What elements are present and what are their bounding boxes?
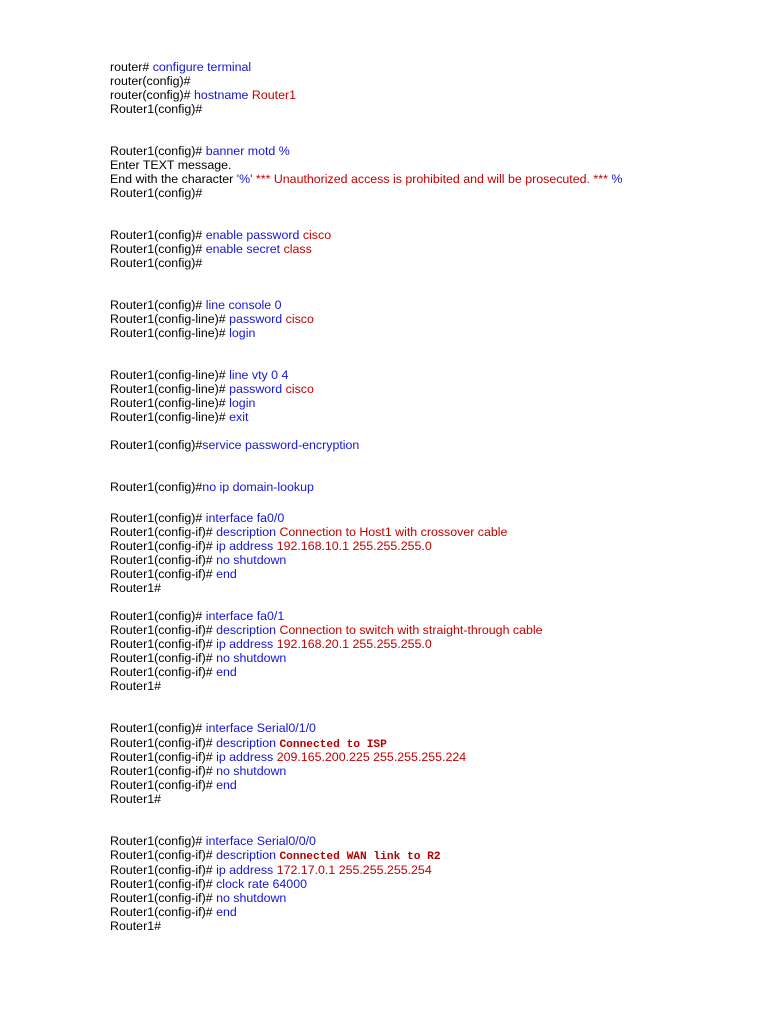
command-text: end <box>216 567 237 581</box>
prompt-text: Enter TEXT message. <box>110 158 232 172</box>
config-line <box>110 480 314 494</box>
prompt-text: Router1(config)# <box>110 511 206 525</box>
config-line <box>110 438 359 452</box>
command-text: end <box>216 905 237 919</box>
prompt-text: Router1# <box>110 679 161 693</box>
value-text: Connection to Host1 with crossover cable <box>279 525 508 539</box>
prompt-text: Router1(config-if)# <box>110 891 217 905</box>
prompt-text: Router1(config)# <box>110 480 203 494</box>
command-text: no shutdown <box>216 764 287 778</box>
command-text: line console 0 <box>205 298 282 312</box>
command-text: ip address <box>216 863 277 877</box>
value-text: Connection to switch with straight-through cable <box>279 623 543 637</box>
prompt-text: Router1(config-line)# <box>110 326 230 340</box>
command-text: description <box>216 623 280 637</box>
command-text: clock rate 64000 <box>216 877 307 891</box>
config-line <box>110 609 284 623</box>
config-line <box>110 256 202 270</box>
config-line <box>110 242 312 256</box>
command-text: exit <box>229 410 249 424</box>
value-text: 172.17.0.1 255.255.255.254 <box>276 863 432 877</box>
prompt-text: Router1(config-line)# <box>110 396 230 410</box>
prompt-text: Router1(config)# <box>110 256 203 270</box>
value-text: 192.168.20.1 255.255.255.0 <box>276 637 432 651</box>
prompt-text: Router1(config)# <box>110 242 206 256</box>
config-line <box>110 848 441 862</box>
config-line <box>110 511 284 525</box>
value-text: 192.168.10.1 255.255.255.0 <box>276 539 432 553</box>
command-text: enable secret <box>205 242 284 256</box>
value-text: class <box>283 242 312 256</box>
value-text: *** Unauthorized access is prohibited and will be prosecuted. *** <box>252 172 608 186</box>
config-line <box>110 60 251 74</box>
prompt-text: Router1(config)# <box>110 186 203 200</box>
config-line <box>110 651 286 665</box>
config-line <box>110 764 286 778</box>
prompt-text: Router1(config-if)# <box>110 623 217 637</box>
prompt-text: Router1(config-if)# <box>110 764 217 778</box>
command-text: line vty 0 4 <box>229 368 289 382</box>
config-line <box>110 905 237 919</box>
prompt-text: Router1(config)# <box>110 298 206 312</box>
prompt-text: Router1(config-if)# <box>110 877 217 891</box>
prompt-text: Router1(config-if)# <box>110 848 217 862</box>
prompt-text: Router1(config)# <box>110 228 206 242</box>
command-text: ip address <box>216 539 277 553</box>
value-text: Connected to ISP <box>279 739 387 751</box>
config-line <box>110 74 191 88</box>
config-line <box>110 312 314 326</box>
value-text: Connected WAN link to R2 <box>279 851 441 863</box>
prompt-text: Router1(config)# <box>110 834 206 848</box>
command-text: no shutdown <box>216 553 287 567</box>
config-line <box>110 553 286 567</box>
prompt-text: Router1(config-if)# <box>110 778 217 792</box>
command-text: hostname <box>194 88 252 102</box>
value-text: Router1 <box>251 88 296 102</box>
command-text: service password-encryption <box>202 438 360 452</box>
prompt-text: Router1(config)# <box>110 102 203 116</box>
config-line <box>110 736 387 750</box>
prompt-text: Router1(config-line)# <box>110 368 230 382</box>
command-text: enable password <box>205 228 303 242</box>
command-text: description <box>216 525 280 539</box>
command-text: password <box>229 382 286 396</box>
config-line <box>110 581 161 595</box>
prompt-text: router(config)# <box>110 88 195 102</box>
config-line <box>110 368 288 382</box>
prompt-text: Router1(config)# <box>110 144 206 158</box>
config-line <box>110 877 307 891</box>
config-line <box>110 679 161 693</box>
config-line <box>110 567 237 581</box>
config-line <box>110 721 316 735</box>
command-text: '%' <box>236 172 253 186</box>
command-text: description <box>216 848 280 862</box>
value-text: 209.165.200.225 255.255.255.224 <box>276 750 467 764</box>
config-line <box>110 228 331 242</box>
prompt-text: Router1(config-if)# <box>110 750 217 764</box>
prompt-text: Router1(config-if)# <box>110 637 217 651</box>
command-text: login <box>229 326 256 340</box>
config-line <box>110 382 314 396</box>
config-line <box>110 637 432 651</box>
prompt-text: Router1(config)# <box>110 438 203 452</box>
config-line <box>110 410 248 424</box>
config-line <box>110 665 237 679</box>
value-text: cisco <box>285 312 314 326</box>
command-text: end <box>216 665 237 679</box>
config-line <box>110 88 296 102</box>
command-text: no shutdown <box>216 651 287 665</box>
prompt-text: Router1(config-line)# <box>110 382 230 396</box>
config-line <box>110 525 507 539</box>
prompt-text: router# <box>110 60 153 74</box>
command-text: configure terminal <box>152 60 252 74</box>
command-text: interface Serial0/1/0 <box>205 721 316 735</box>
command-text: interface fa0/0 <box>205 511 285 525</box>
config-line <box>110 172 622 186</box>
command-text: login <box>229 396 256 410</box>
command-text: end <box>216 778 237 792</box>
command-text: ip address <box>216 750 277 764</box>
value-text: cisco <box>285 382 314 396</box>
config-line <box>110 778 237 792</box>
command-text: description <box>216 736 280 750</box>
config-line <box>110 863 432 877</box>
config-line <box>110 144 290 158</box>
prompt-text: Router1# <box>110 792 161 806</box>
prompt-text: Router1(config-if)# <box>110 525 217 539</box>
config-line <box>110 539 432 553</box>
prompt-text: Router1(config-if)# <box>110 736 217 750</box>
prompt-text: Router1(config-if)# <box>110 553 217 567</box>
config-line <box>110 326 255 340</box>
config-line <box>110 102 202 116</box>
config-line <box>110 750 466 764</box>
command-text: interface fa0/1 <box>205 609 285 623</box>
config-line <box>110 396 255 410</box>
command-text: interface Serial0/0/0 <box>205 834 316 848</box>
value-text: cisco <box>302 228 332 242</box>
prompt-text: Router1(config-if)# <box>110 567 217 581</box>
prompt-text: Router1(config)# <box>110 609 206 623</box>
config-line <box>110 298 282 312</box>
config-line <box>110 891 286 905</box>
prompt-text: Router1(config-if)# <box>110 863 217 877</box>
command-text: no shutdown <box>216 891 287 905</box>
config-line <box>110 834 316 848</box>
config-line <box>110 623 543 637</box>
command-text: % <box>607 172 623 186</box>
config-line <box>110 186 202 200</box>
prompt-text: Router1# <box>110 919 161 933</box>
config-line <box>110 792 161 806</box>
prompt-text: Router1(config-if)# <box>110 665 217 679</box>
prompt-text: End with the character <box>110 172 237 186</box>
prompt-text: Router1(config-if)# <box>110 651 217 665</box>
prompt-text: Router1(config-line)# <box>110 410 230 424</box>
prompt-text: Router1(config-if)# <box>110 905 217 919</box>
prompt-text: Router1(config-line)# <box>110 312 230 326</box>
prompt-text: Router1(config-if)# <box>110 539 217 553</box>
prompt-text: Router1(config)# <box>110 721 206 735</box>
config-line <box>110 158 231 172</box>
command-text: password <box>229 312 286 326</box>
command-text: banner motd % <box>205 144 290 158</box>
prompt-text: router(config)# <box>110 74 191 88</box>
command-text: no ip domain-lookup <box>202 480 314 494</box>
config-line <box>110 919 161 933</box>
command-text: ip address <box>216 637 277 651</box>
prompt-text: Router1# <box>110 581 161 595</box>
